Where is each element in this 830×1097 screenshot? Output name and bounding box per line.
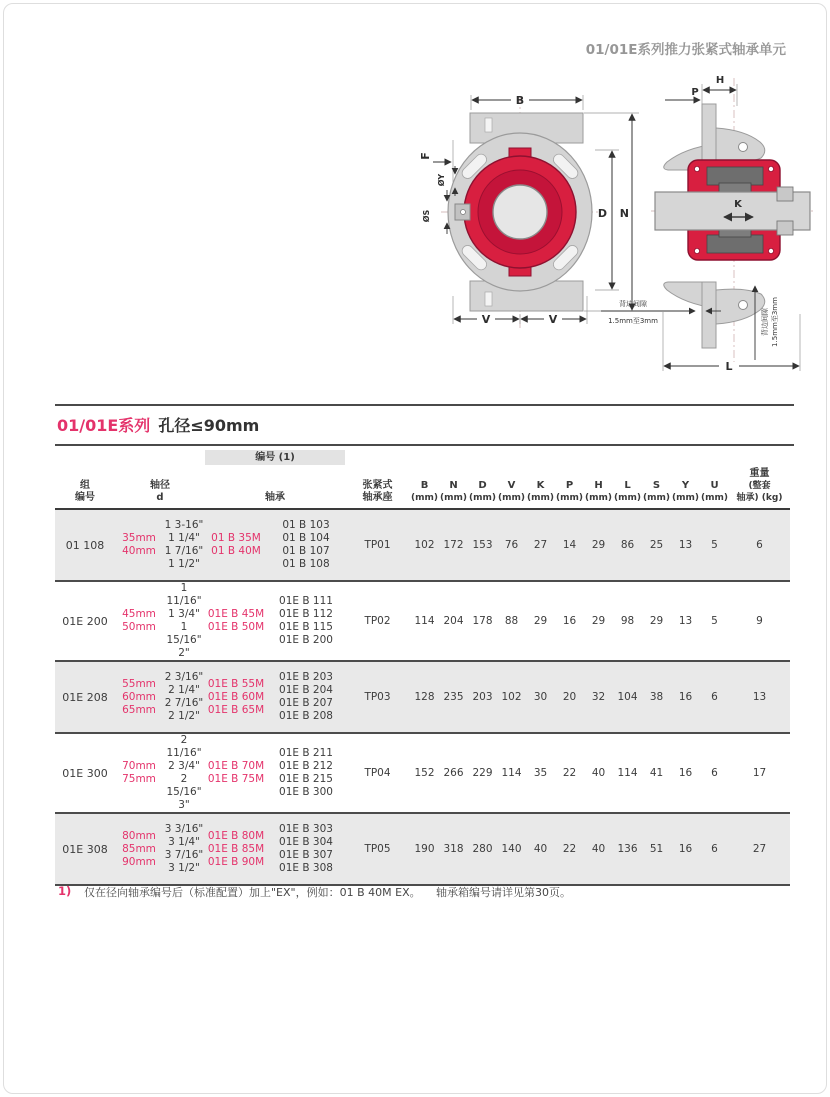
cell-bearing-numbers: 01E B 203 01E B 204 01E B 207 01E B 208 [279, 671, 333, 722]
clearance-note-line1: 背边间隙 [619, 300, 647, 308]
cell-dim-U: 6 [711, 690, 718, 703]
table-row [55, 814, 790, 886]
cell-dim-U: 5 [711, 614, 718, 627]
table-row [55, 734, 790, 814]
technical-drawing [405, 70, 825, 385]
cell-dim-L: 86 [620, 538, 635, 551]
bearing-data-table [55, 450, 790, 886]
footnote-text-1: 仅在径向轴承编号后（标准配置）加上"EX"，例如：01 B 40M EX。 [84, 886, 421, 899]
cell-dim-S: 51 [649, 842, 664, 855]
cell-bearing-numbers: 01E B 111 01E B 112 01E B 115 01E B 200 [279, 595, 333, 646]
cell-dim-P: 16 [562, 614, 577, 627]
designation-group-header [205, 450, 345, 465]
bearing-unit-diagram [405, 70, 825, 385]
side-view-diagram [601, 75, 813, 373]
dim-label-H: H [715, 75, 725, 86]
cell-dim-B: 102 [414, 538, 435, 551]
col-header-P: P (mm) [556, 480, 583, 503]
dim-label-D: D [597, 207, 607, 220]
cell-dim-P: 20 [562, 690, 577, 703]
col-header-H: H (mm) [585, 480, 612, 503]
cell-group-number: 01E 300 [62, 766, 108, 780]
cell-dim-D: 203 [472, 690, 493, 703]
cell-dim-B: 114 [414, 614, 435, 627]
cell-housing: TP01 [364, 538, 391, 551]
cell-dim-B: 190 [414, 842, 435, 855]
cell-dim-N: 235 [443, 690, 464, 703]
front-view-diagram [419, 94, 639, 328]
dim-label-P: P [691, 87, 699, 98]
cell-shaft-diameter-metric: 35mm 40mm [122, 532, 156, 557]
cell-housing: TP02 [364, 614, 391, 627]
cell-dim-U: 6 [711, 766, 718, 779]
col-header-U: U (mm) [701, 480, 728, 503]
cell-dim-V: 140 [501, 842, 522, 855]
cell-dim-N: 204 [443, 614, 464, 627]
cell-bearing-metric: 01E B 70M 01E B 75M [207, 760, 265, 785]
col-header-weight: 重量 (整套 轴承) (kg) [736, 468, 783, 503]
col-header-V: V (mm) [498, 480, 525, 503]
dim-label-B: B [515, 94, 525, 107]
dim-label-dia-S: ØS [422, 209, 431, 223]
cell-dim-H: 29 [591, 614, 606, 627]
cell-housing: TP03 [364, 690, 391, 703]
page-title: 01/01E系列推力张紧式轴承单元 [585, 42, 786, 58]
cell-dim-P: 14 [562, 538, 577, 551]
cell-group-number: 01 108 [65, 538, 105, 552]
cell-dim-Y: 16 [678, 766, 693, 779]
cell-dim-V: 114 [501, 766, 522, 779]
col-header-D: D (mm) [469, 480, 496, 503]
cell-shaft-diameter-imperial: 1 3-16" 1 1/4" 1 7/16" 1 1/2" [164, 519, 204, 570]
table-row [55, 510, 790, 582]
cell-weight: 13 [752, 690, 767, 703]
cell-shaft-diameter-imperial: 1 11/16" 1 3/4" 1 15/16" 2" [166, 582, 202, 659]
cell-dim-B: 128 [414, 690, 435, 703]
cell-dim-V: 76 [504, 538, 519, 551]
cell-dim-H: 40 [591, 842, 606, 855]
cell-dim-D: 153 [472, 538, 493, 551]
cell-dim-S: 25 [649, 538, 664, 551]
cell-dim-K: 30 [533, 690, 548, 703]
cell-dim-P: 22 [562, 842, 577, 855]
dim-label-F: F [419, 152, 432, 160]
cell-dim-V: 102 [501, 690, 522, 703]
footnote-text-2: 轴承箱编号请详见第30页。 [436, 886, 571, 899]
cell-bearing-numbers: 01E B 211 01E B 212 01E B 215 01E B 300 [279, 747, 333, 798]
cell-dim-N: 266 [443, 766, 464, 779]
cell-group-number: 01E 200 [62, 614, 108, 628]
cell-bearing-numbers: 01E B 303 01E B 304 01E B 307 01E B 308 [279, 823, 333, 874]
clearance-note-vertical-line2: 1.5mm至3mm [771, 297, 779, 347]
cell-dim-L: 136 [617, 842, 638, 855]
cell-dim-Y: 13 [678, 538, 693, 551]
table-row [55, 662, 790, 734]
col-header-housing: 张紧式 轴承座 [362, 480, 393, 503]
cell-bearing-numbers: 01 B 103 01 B 104 01 B 107 01 B 108 [282, 519, 330, 570]
column-headers [55, 468, 790, 508]
cell-dim-L: 114 [617, 766, 638, 779]
clearance-note-line2: 1.5mm至3mm [608, 317, 658, 325]
cell-housing: TP04 [364, 766, 391, 779]
col-header-Y: Y (mm) [672, 480, 699, 503]
cell-dim-S: 38 [649, 690, 664, 703]
cell-shaft-diameter-metric: 80mm 85mm 90mm [122, 829, 156, 868]
col-header-S: S (mm) [643, 480, 670, 503]
clearance-note-vertical-line1: 背边间隙 [761, 308, 769, 336]
cell-shaft-diameter-imperial: 2 3/16" 2 1/4" 2 7/16" 2 1/2" [164, 671, 204, 722]
cell-dim-Y: 13 [678, 614, 693, 627]
cell-dim-K: 40 [533, 842, 548, 855]
cell-dim-H: 40 [591, 766, 606, 779]
cell-shaft-diameter-metric: 70mm 75mm [122, 760, 156, 785]
cell-dim-Y: 16 [678, 842, 693, 855]
cell-dim-P: 22 [562, 766, 577, 779]
cell-dim-K: 29 [533, 614, 548, 627]
col-header-K: K (mm) [527, 480, 554, 503]
section-title-bar [55, 404, 794, 446]
cell-shaft-diameter-metric: 45mm 50mm [122, 608, 156, 633]
col-header-N: N (mm) [440, 480, 467, 503]
cell-shaft-diameter-imperial: 2 11/16" 2 3/4" 2 15/16" 3" [166, 734, 202, 811]
cell-dim-K: 35 [533, 766, 548, 779]
cell-bearing-metric: 01E B 45M 01E B 50M [207, 608, 265, 633]
cell-bearing-metric: 01 B 35M 01 B 40M [211, 532, 261, 557]
cell-shaft-diameter-metric: 55mm 60mm 65mm [122, 677, 156, 716]
col-header-B: B (mm) [411, 480, 438, 503]
col-header-shaft-diameter: 轴径 d [150, 480, 170, 503]
cell-housing: TP05 [364, 842, 391, 855]
cell-group-number: 01E 308 [62, 842, 108, 856]
cell-weight: 17 [752, 766, 767, 779]
cell-weight: 9 [756, 614, 763, 627]
cell-dim-D: 178 [472, 614, 493, 627]
cell-dim-S: 29 [649, 614, 664, 627]
cell-dim-D: 280 [472, 842, 493, 855]
dim-label-dia-Y: ØY [437, 173, 446, 187]
dim-label-V-left: V [481, 313, 491, 326]
dim-label-L: L [725, 360, 733, 373]
section-series-title: 01/01E系列 [57, 416, 151, 435]
cell-dim-H: 32 [591, 690, 606, 703]
cell-dim-V: 88 [504, 614, 519, 627]
table-row [55, 582, 790, 662]
section-bore-title: 孔径≤90mm [158, 416, 260, 435]
cell-dim-B: 152 [414, 766, 435, 779]
cell-dim-N: 318 [443, 842, 464, 855]
col-header-group: 组 编号 [75, 480, 95, 503]
footnote-marker: 1) [58, 884, 72, 898]
cell-weight: 6 [756, 538, 763, 551]
col-header-L: L (mm) [614, 480, 641, 503]
table-body [55, 510, 790, 886]
cell-weight: 27 [752, 842, 767, 855]
designation-group-header-label: 编号 (1) [255, 452, 295, 463]
dim-label-K: K [734, 199, 742, 210]
cell-dim-U: 6 [711, 842, 718, 855]
cell-shaft-diameter-imperial: 3 3/16" 3 1/4" 3 7/16" 3 1/2" [164, 823, 204, 874]
cell-dim-K: 27 [533, 538, 548, 551]
dim-label-V-right: V [548, 313, 558, 326]
cell-dim-U: 5 [711, 538, 718, 551]
cell-dim-Y: 16 [678, 690, 693, 703]
cell-dim-S: 41 [649, 766, 664, 779]
cell-dim-H: 29 [591, 538, 606, 551]
cell-bearing-metric: 01E B 55M 01E B 60M 01E B 65M [207, 677, 265, 716]
cell-dim-N: 172 [443, 538, 464, 551]
col-header-bearing: 轴承 [265, 492, 285, 503]
cell-dim-L: 104 [617, 690, 638, 703]
cell-dim-L: 98 [620, 614, 635, 627]
dim-label-N: N [619, 207, 629, 220]
cell-bearing-metric: 01E B 80M 01E B 85M 01E B 90M [207, 829, 265, 868]
cell-dim-D: 229 [472, 766, 493, 779]
table-header [55, 450, 790, 510]
cell-group-number: 01E 208 [62, 690, 108, 704]
